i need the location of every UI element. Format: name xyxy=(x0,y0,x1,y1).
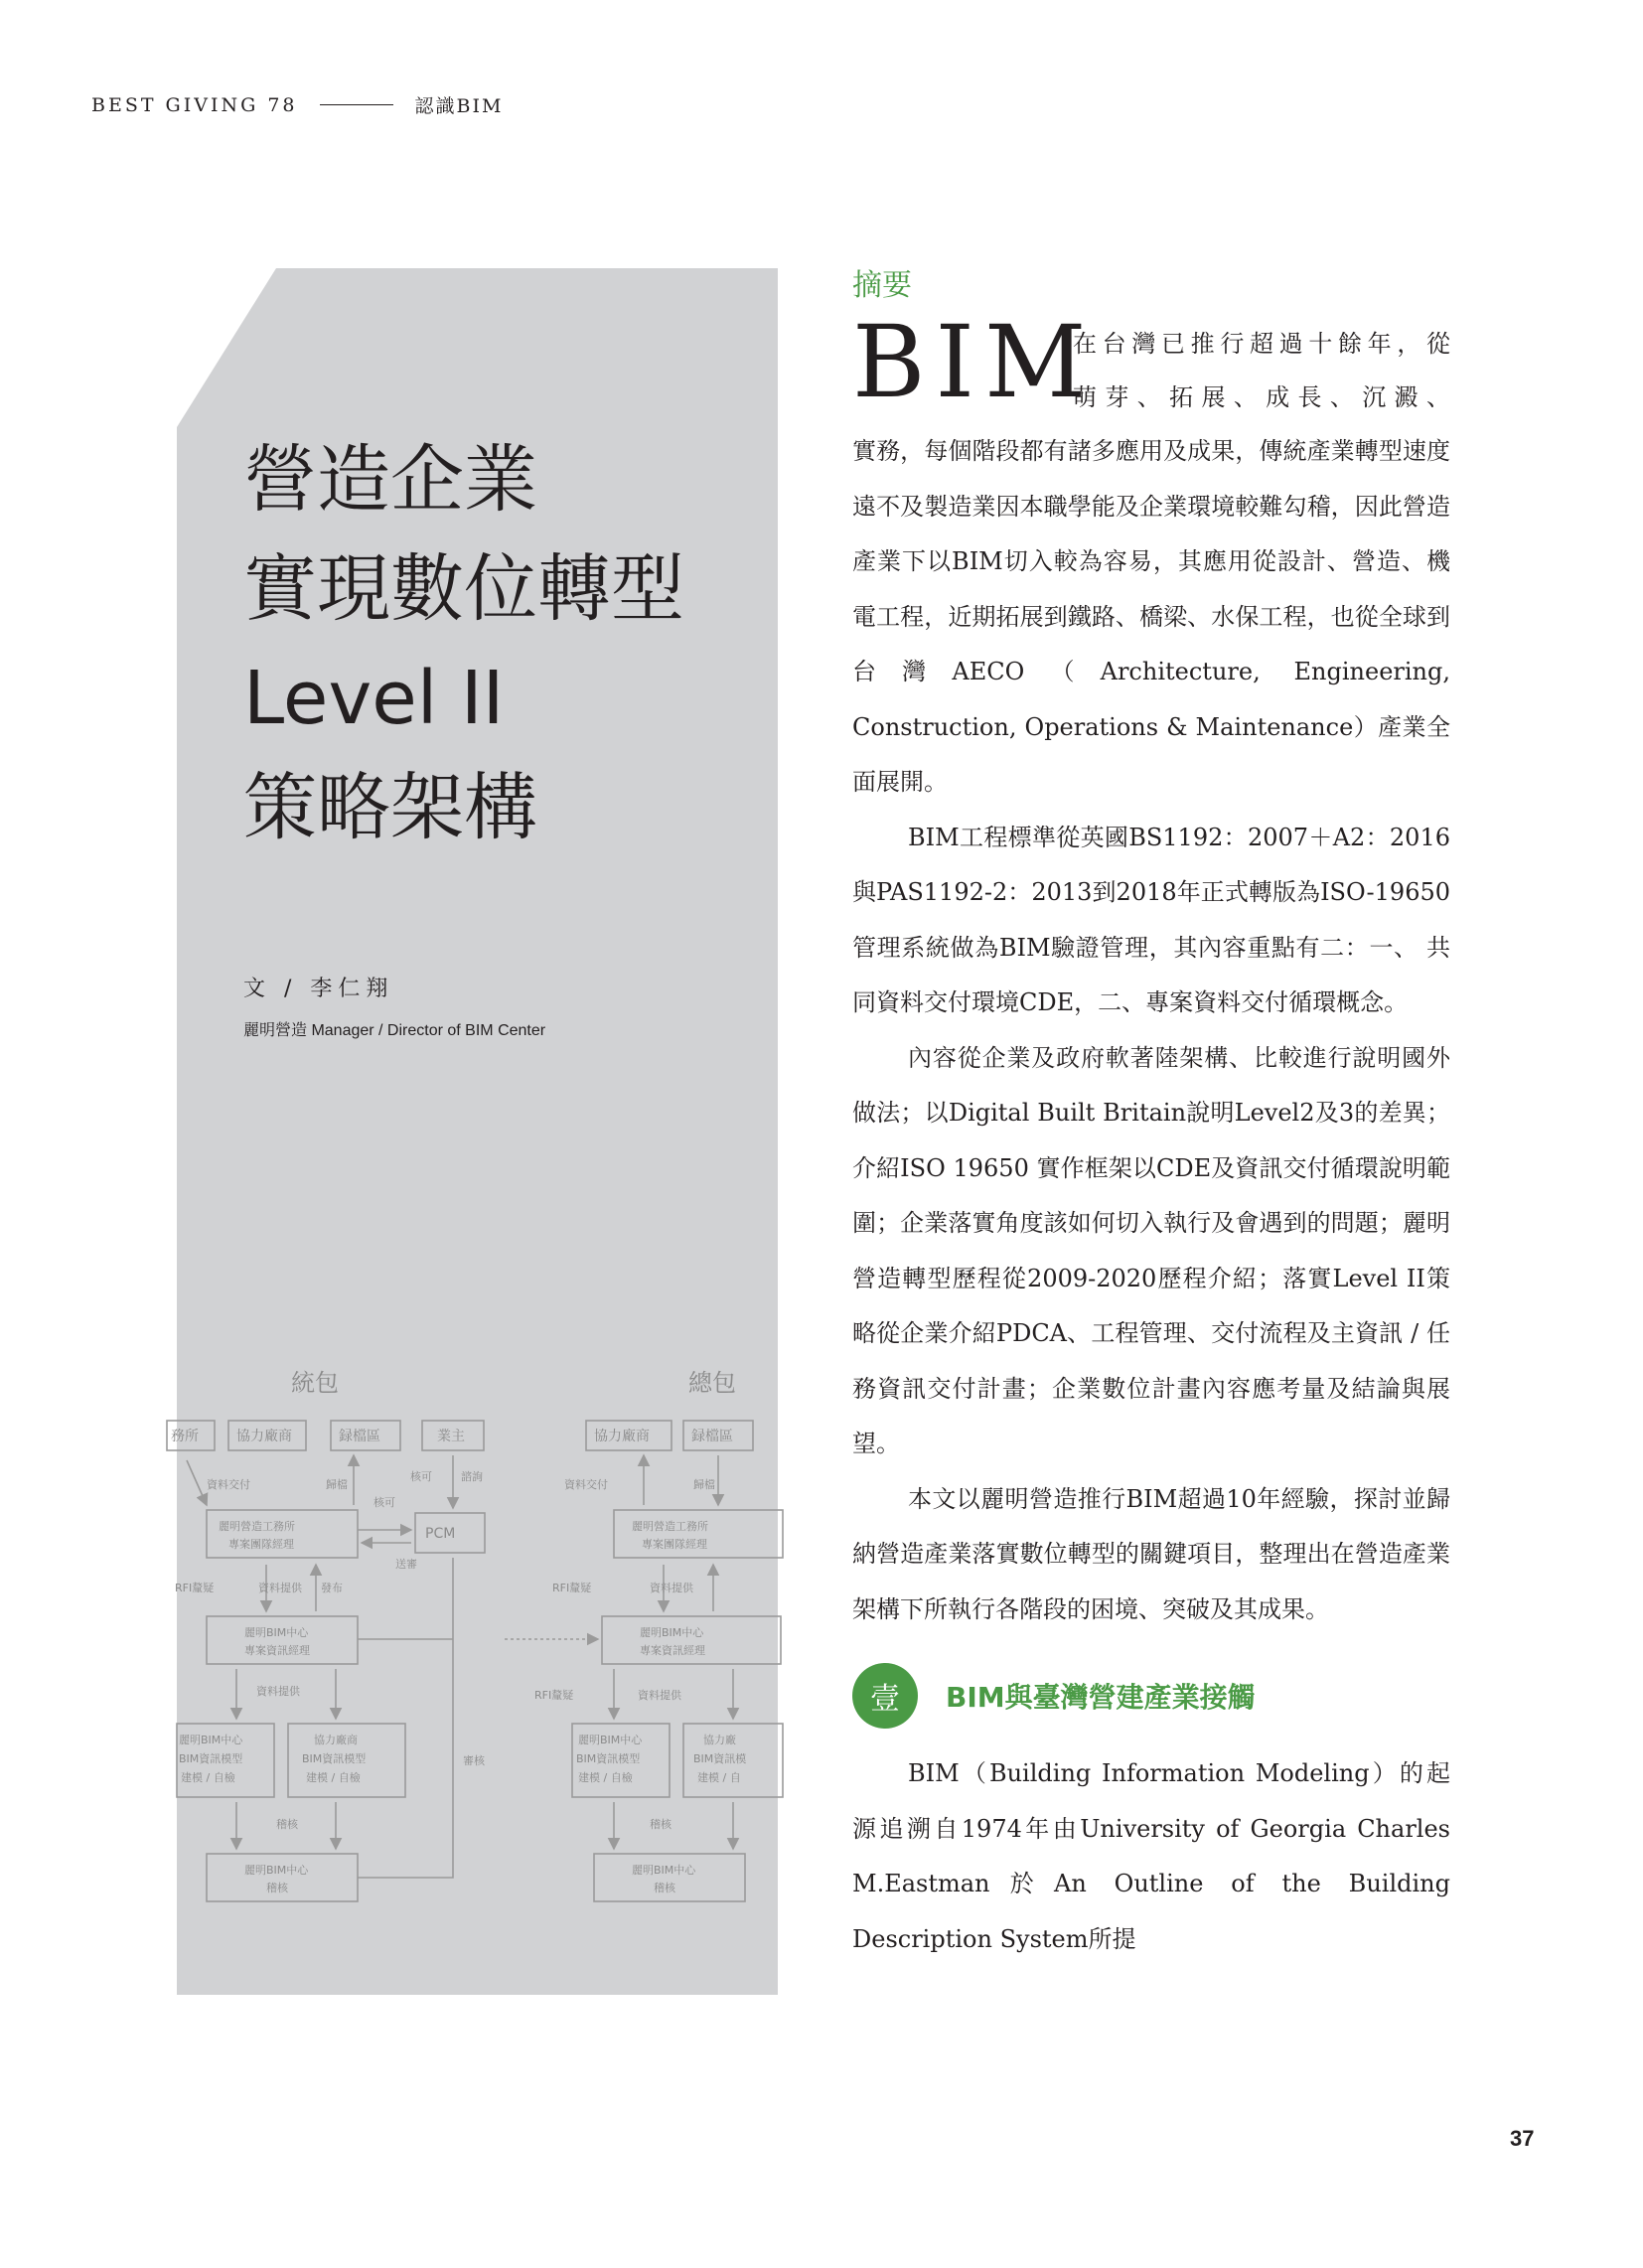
left-model2-line2: BIM資訊模型 xyxy=(302,1752,367,1765)
right-model1-line3: 建模 / 自檢 xyxy=(578,1771,633,1784)
title-line-2: 實現數位轉型 xyxy=(243,546,684,632)
left-label-7: RFI釐疑 xyxy=(175,1582,215,1594)
left-model1-line1: 麗明BIM中心 xyxy=(179,1734,243,1746)
right-label-3: RFI釐疑 xyxy=(552,1582,592,1594)
header-rule xyxy=(320,104,393,105)
article-title xyxy=(243,425,684,862)
section-title: BIM與臺灣營建產業接觸 xyxy=(946,1681,1256,1714)
dropcap-block xyxy=(852,304,1450,424)
organization-figure xyxy=(171,1341,778,1995)
right-label-2: 歸檔 xyxy=(693,1478,715,1491)
left-label-9: 發布 xyxy=(321,1582,343,1594)
author-affiliation: 麗明營造 Manager / Director of BIM Center xyxy=(243,1022,546,1039)
right-top-box-2: 録檔區 xyxy=(691,1429,733,1444)
title-line-3: Level II xyxy=(243,656,505,741)
left-top-box-4: 業主 xyxy=(437,1429,465,1444)
right-pm-box-line2: 專案團隊經理 xyxy=(642,1538,707,1551)
page-number: 37 xyxy=(1510,2126,1535,2151)
right-top-box-1: 協力廠商 xyxy=(594,1429,650,1444)
right-model2-line2: BIM資訊模 xyxy=(693,1752,747,1765)
left-label-4: 諮詢 xyxy=(461,1470,483,1483)
abstract-paragraph-3: 內容從企業及政府軟著陸架構、比較進行說明國外做法；以Digital Built Britain說明Level2及3的差異；介紹ISO 19650 實作框架以CDE及資訊交付循環說明範圍；企業落實角度該如何切入執行及會遇到的問題；麗明營造轉型歷程從2009-2020歷程介紹；落實Level II策略從企業介紹PDCA、工程管理、交付流程及主資訊 / 任務資訊交付計畫；企業數位計畫內容應考量及結論與展望。 xyxy=(852,1043,1450,1457)
dropcap-text xyxy=(1073,317,1450,424)
abstract-paragraph-2: BIM工程標準從英國BS1192：2007＋A2：2016與PAS1192-2：2013到2018年正式轉版為ISO-19650管理系統做為BIM驗證管理，其內容重點有二：一、 共同資料交付環境CDE，二、專案資料交付循環概念。 xyxy=(852,823,1450,1016)
section-name: 認識BIM xyxy=(414,95,504,117)
left-label-12: 稽核 xyxy=(276,1818,298,1831)
abstract-paragraph-1: 實務，每個階段都有諸多應用及成果，傳統產業轉型速度遠不及製造業因本職學能及企業環境較難勾稽，因此營造產業下以BIM切入較為容易，其應用從設計、營造、機電工程，近期拓展到鐵路、橋梁、水保工程，也從全球到台灣AECO（Architecture, Engineering, Construction, Operations & Maintenance）產業全面展開。 xyxy=(852,437,1450,796)
left-audit-line2: 稽核 xyxy=(266,1882,288,1894)
right-model2-line1: 協力廠 xyxy=(703,1734,736,1746)
body-column xyxy=(852,304,1450,1967)
right-label-5: RFI釐疑 xyxy=(534,1689,574,1702)
right-audit-line2: 稽核 xyxy=(654,1882,675,1894)
title-line-4: 策略架構 xyxy=(243,765,537,850)
left-top-box-2: 協力廠商 xyxy=(236,1429,292,1444)
left-label-11: 審核 xyxy=(463,1754,485,1767)
left-bim-center-line2: 專案資訊經理 xyxy=(244,1644,310,1657)
title-line-1: 營造企業 xyxy=(243,437,537,523)
left-audit-line1: 麗明BIM中心 xyxy=(244,1864,309,1877)
left-model2-line1: 協力廠商 xyxy=(314,1734,358,1746)
right-label-4: 資料提供 xyxy=(650,1582,693,1594)
dropcap-line-1: 在台灣已推行超過十餘年，從 xyxy=(1073,330,1450,358)
right-bim-center-line2: 專案資訊經理 xyxy=(640,1644,705,1657)
left-model1-line3: 建模 / 自檢 xyxy=(181,1771,235,1784)
left-pm-box-line2: 專案團隊經理 xyxy=(228,1538,294,1551)
left-model1-line2: BIM資訊模型 xyxy=(179,1752,243,1765)
right-label-7: 稽核 xyxy=(650,1818,672,1831)
left-label-6: 送審 xyxy=(395,1558,417,1571)
section-number-badge: 壹 xyxy=(852,1663,918,1729)
right-model1-line1: 麗明BIM中心 xyxy=(578,1734,643,1746)
org-chart-svg xyxy=(171,1341,778,1995)
running-header xyxy=(91,91,503,118)
left-label-1: 資料交付 xyxy=(207,1478,250,1491)
dropcap-line-2: 萌芽、拓展、成長、沉澱、 xyxy=(1073,383,1450,411)
right-audit-line1: 麗明BIM中心 xyxy=(632,1864,696,1877)
right-pm-box-line1: 麗明營造工務所 xyxy=(632,1520,708,1533)
figure-left-title: 統包 xyxy=(291,1369,339,1397)
right-model1-line2: BIM資訊模型 xyxy=(576,1752,641,1765)
left-top-box-3: 録檔區 xyxy=(339,1429,380,1444)
section-paragraph-1: BIM（Building Information Modeling）的起源追溯自1974年由University of Georgia Charles M.Eastman於An Outline of the Building Description System所提 xyxy=(852,1759,1450,1953)
abstract-heading: 摘要 xyxy=(852,268,912,303)
magazine-issue: BEST GIVING 78 xyxy=(91,93,298,116)
left-label-3: 核可 xyxy=(410,1470,432,1483)
left-pcm-box: PCM xyxy=(425,1526,456,1542)
abstract-paragraph-4: 本文以麗明營造推行BIM超過10年經驗，探討並歸納營造產業落實數位轉型的關鍵項目，整理出在營造產業架構下所執行各階段的困境、突破及其成果。 xyxy=(852,1484,1450,1623)
left-label-10: 資料提供 xyxy=(256,1685,300,1698)
figure-right-title: 總包 xyxy=(688,1369,736,1397)
dropcap: BIM xyxy=(852,304,1097,420)
right-label-6: 資料提供 xyxy=(638,1689,681,1702)
author-byline: 文 / 李仁翔 xyxy=(243,977,394,1001)
right-model2-line3: 建模 / 自 xyxy=(697,1771,741,1784)
section-heading xyxy=(852,1663,1450,1729)
left-label-8: 資料提供 xyxy=(258,1582,302,1594)
left-model2-line3: 建模 / 自檢 xyxy=(306,1771,361,1784)
left-label-5: 核可 xyxy=(373,1496,395,1509)
left-top-box-1: 務所 xyxy=(171,1429,199,1444)
right-bim-center-line1: 麗明BIM中心 xyxy=(640,1626,704,1639)
left-pm-box-line1: 麗明營造工務所 xyxy=(219,1520,295,1533)
left-label-2: 歸檔 xyxy=(326,1478,348,1491)
left-bim-center-line1: 麗明BIM中心 xyxy=(244,1626,309,1639)
right-label-1: 資料交付 xyxy=(564,1478,608,1491)
